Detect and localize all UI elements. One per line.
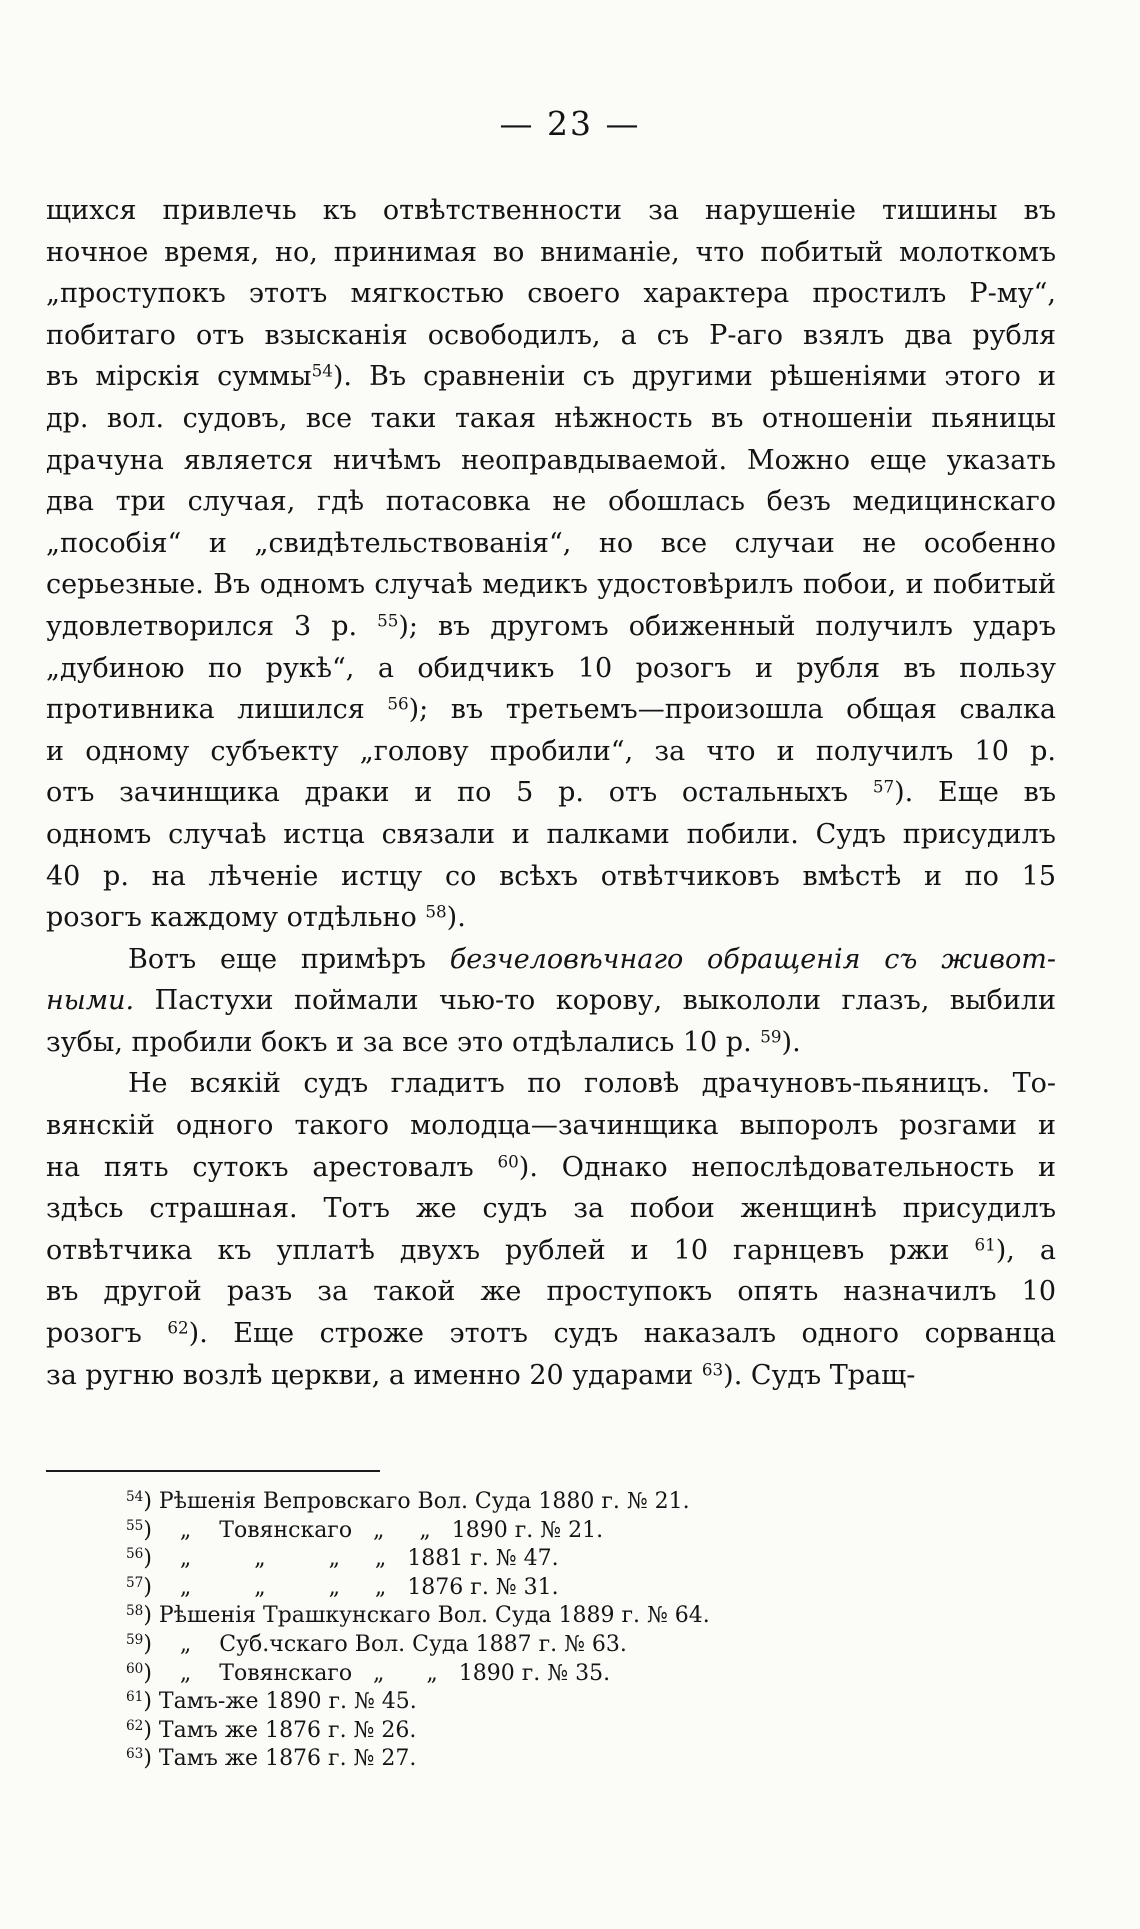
line-text: розогъ [46, 1318, 168, 1350]
line-text-after: ). [781, 1026, 801, 1058]
footnote [126, 1574, 826, 1603]
text-line [46, 814, 1056, 856]
footnote [126, 1545, 826, 1574]
footnote [126, 1631, 826, 1660]
line-text: вянскій одного такого молодца—зачинщика выпоролъ розгами и [46, 1110, 1056, 1142]
footnote-ref: 60 [497, 1151, 519, 1172]
line-text-after: ). Еще въ [894, 777, 1056, 809]
line-text: „проступокъ этотъ мягкостью своего характера простилъ Р-му“, [46, 278, 1056, 310]
paragraph [46, 190, 1056, 939]
line-text: „пособія“ и „свидѣтельствованія“, но все случаи не особенно [46, 527, 1056, 559]
footnote-number: 58 [126, 1603, 144, 1620]
line-text: отъ зачинщика драки и по 5 р. отъ остальныхъ [46, 777, 873, 809]
text-line [46, 1230, 1056, 1272]
footnote-text: „ Суб.чскаго Вол. Суда 1887 г. № 63. [158, 1631, 627, 1657]
footnote-ref: 55 [377, 610, 399, 631]
footnote [126, 1602, 826, 1631]
footnote-number: 63 [126, 1746, 144, 1763]
line-text: ночное время, но, принимая во вниманіе, что побитый молоткомъ [46, 236, 1056, 268]
footnote-paren: ) [143, 1489, 159, 1514]
footnote-number: 62 [126, 1717, 144, 1734]
line-text-after: ). Однако непослѣдовательность и [518, 1151, 1056, 1183]
line-text-after: ). Еще строже этотъ судъ наказалъ одного сорванца [188, 1318, 1056, 1350]
footnote-ref: 58 [425, 901, 447, 922]
line-text: отвѣтчика къ уплатѣ двухъ рублей и 10 гарнцевъ ржи [46, 1234, 975, 1266]
line-text: щихся привлечь къ отвѣтственности за нарушеніе тишины въ [46, 195, 1056, 226]
line-text: Вотъ еще примѣръ [128, 943, 450, 975]
italic-text: ными. [46, 985, 135, 1017]
page-number: — 23 — [499, 104, 641, 143]
line-text: на пять сутокъ арестовалъ [46, 1151, 498, 1183]
text-line [46, 606, 1056, 648]
footnote-paren: ) [143, 1517, 159, 1543]
text-line [46, 648, 1056, 690]
text-line [46, 356, 1056, 398]
footnote-text: Тамъ же 1876 г. № 26. [158, 1717, 417, 1743]
footnote-number: 61 [126, 1689, 144, 1706]
footnote [126, 1745, 826, 1774]
line-text: здѣсь страшная. Тотъ же судъ за побои женщинѣ присудилъ [46, 1193, 1056, 1225]
footnote-number: 59 [126, 1632, 144, 1649]
text-line [46, 1271, 1056, 1313]
line-text: одномъ случаѣ истца связали и палками побили. Судъ присудилъ [46, 818, 1056, 850]
footnote [126, 1660, 826, 1689]
footnote-ref: 61 [974, 1234, 996, 1255]
line-text: серьезные. Въ одномъ случаѣ медикъ удостовѣрилъ побои, и побитый [46, 569, 1056, 601]
text-line [46, 1355, 1056, 1397]
text-line [46, 315, 1056, 357]
line-text-after: ). Судъ Тращ- [723, 1359, 916, 1391]
line-text: и одному субъекту „голову пробили“, за что и получилъ 10 р. [46, 735, 1056, 767]
footnote-paren: ) [143, 1603, 159, 1629]
footnote-text: Рѣшенія Трашкунскаго Вол. Суда 1889 г. № 64. [158, 1603, 710, 1629]
line-text: два три случая, гдѣ потасовка не обошлась безъ медицинскаго [46, 486, 1056, 518]
footnote-paren: ) [143, 1631, 159, 1657]
line-text-after: ), а [995, 1234, 1056, 1266]
text-line [46, 523, 1056, 565]
footnote [126, 1488, 826, 1517]
line-text: въ другой разъ за такой же проступокъ опять назначилъ 10 [46, 1276, 1056, 1308]
footnote-number: 55 [126, 1517, 144, 1534]
line-text: противника лишился [46, 694, 388, 726]
footnote-paren: ) [143, 1746, 159, 1772]
line-text-after: ); въ другомъ обиженный получилъ ударъ [398, 610, 1056, 642]
text-line [46, 1105, 1056, 1147]
italic-text: безчеловѣчнаго обращенія съ живот- [449, 943, 1056, 975]
footnote-ref: 62 [167, 1317, 189, 1338]
text-line [46, 731, 1056, 773]
text-line [46, 190, 1056, 232]
footnote-ref: 54 [311, 361, 333, 382]
footnote-number: 60 [126, 1660, 144, 1677]
text-line [46, 1313, 1056, 1355]
line-text: зубы, пробили бокъ и за все это отдѣлались 10 р. [46, 1026, 761, 1058]
paragraph [46, 1063, 1056, 1396]
text-line [46, 481, 1056, 523]
footnote-paren: ) [143, 1717, 159, 1743]
text-line [46, 1188, 1056, 1230]
line-text: побитаго отъ взысканія освободилъ, а съ Р-аго взялъ два рубля [46, 319, 1056, 351]
line-text: удовлетворился 3 р. [46, 610, 378, 642]
footnote [126, 1517, 826, 1546]
footnote-ref: 63 [701, 1359, 724, 1380]
footnote-text: „ Товянскаго „ „ 1890 г. № 35. [158, 1660, 611, 1686]
line-text: Не всякій судъ гладитъ по головѣ драчуновъ-пьяницъ. То- [128, 1068, 1056, 1100]
text-line [46, 856, 1056, 898]
footnote-paren: ) [143, 1660, 159, 1686]
footnote-number: 54 [126, 1489, 144, 1506]
text-line [46, 1147, 1056, 1189]
footnote-number: 56 [126, 1546, 144, 1563]
text-line [46, 939, 1056, 981]
footnote-ref: 56 [387, 693, 409, 714]
body-text [46, 190, 1056, 1396]
footnote [126, 1717, 826, 1746]
line-text: др. вол. судовъ, все таки такая нѣжность въ отношеніи пьяницы [46, 402, 1056, 434]
footnote-paren: ) [143, 1689, 159, 1715]
footnote-ref: 57 [872, 776, 895, 797]
line-text: въ мірскія суммы [46, 361, 312, 393]
footnote-text: „ „ „ „ 1881 г. № 47. [158, 1546, 559, 1572]
footnote-ref: 59 [760, 1026, 782, 1047]
line-text: розогъ каждому отдѣльно [46, 902, 426, 934]
line-text-after: ); въ третьемъ—произошла общая свалка [408, 694, 1056, 726]
footnote [126, 1688, 826, 1717]
text-line [46, 232, 1056, 274]
text-line [46, 1022, 1056, 1064]
footnote-paren: ) [143, 1546, 159, 1572]
text-line [46, 398, 1056, 440]
text-line [46, 772, 1056, 814]
line-text-after: Пастухи поймали чью-то корову, выкололи глазъ, выбили [134, 985, 1056, 1017]
footnote-text: „ Товянскаго „ „ 1890 г. № 21. [158, 1517, 604, 1543]
line-text: за ругню возлѣ церкви, а именно 20 ударами [46, 1359, 702, 1391]
footnote-paren: ) [143, 1574, 159, 1600]
footnote-number: 57 [126, 1574, 144, 1591]
line-text: драчуна является ничѣмъ неоправдываемой. Можно еще указать [46, 444, 1056, 476]
text-line [46, 440, 1056, 482]
text-line [46, 689, 1056, 731]
line-text-after: ). [446, 902, 466, 934]
text-line [46, 980, 1056, 1022]
paragraph [46, 939, 1056, 1064]
text-line [46, 564, 1056, 606]
footnote-text: Тамъ-же 1890 г. № 45. [158, 1689, 417, 1715]
text-line [46, 273, 1056, 315]
line-text-after: ). Въ сравненіи съ другими рѣшеніями этого и [332, 361, 1056, 393]
footnote-text: Тамъ же 1876 г. № 27. [158, 1746, 417, 1772]
line-text: „дубиною по рукѣ“, а обидчикъ 10 розогъ и рубля въ пользу [46, 652, 1056, 684]
footnote-text: Рѣшенія Вепровскаго Вол. Суда 1880 г. № 21. [158, 1489, 690, 1514]
footnote-text: „ „ „ „ 1876 г. № 31. [158, 1574, 559, 1600]
footnotes [126, 1488, 826, 1774]
line-text: 40 р. на лѣченіе истцу со всѣхъ отвѣтчиковъ вмѣстѣ и по 15 [46, 860, 1056, 892]
text-line [46, 1063, 1056, 1105]
footnote-divider [46, 1470, 380, 1472]
text-line [46, 897, 1056, 939]
